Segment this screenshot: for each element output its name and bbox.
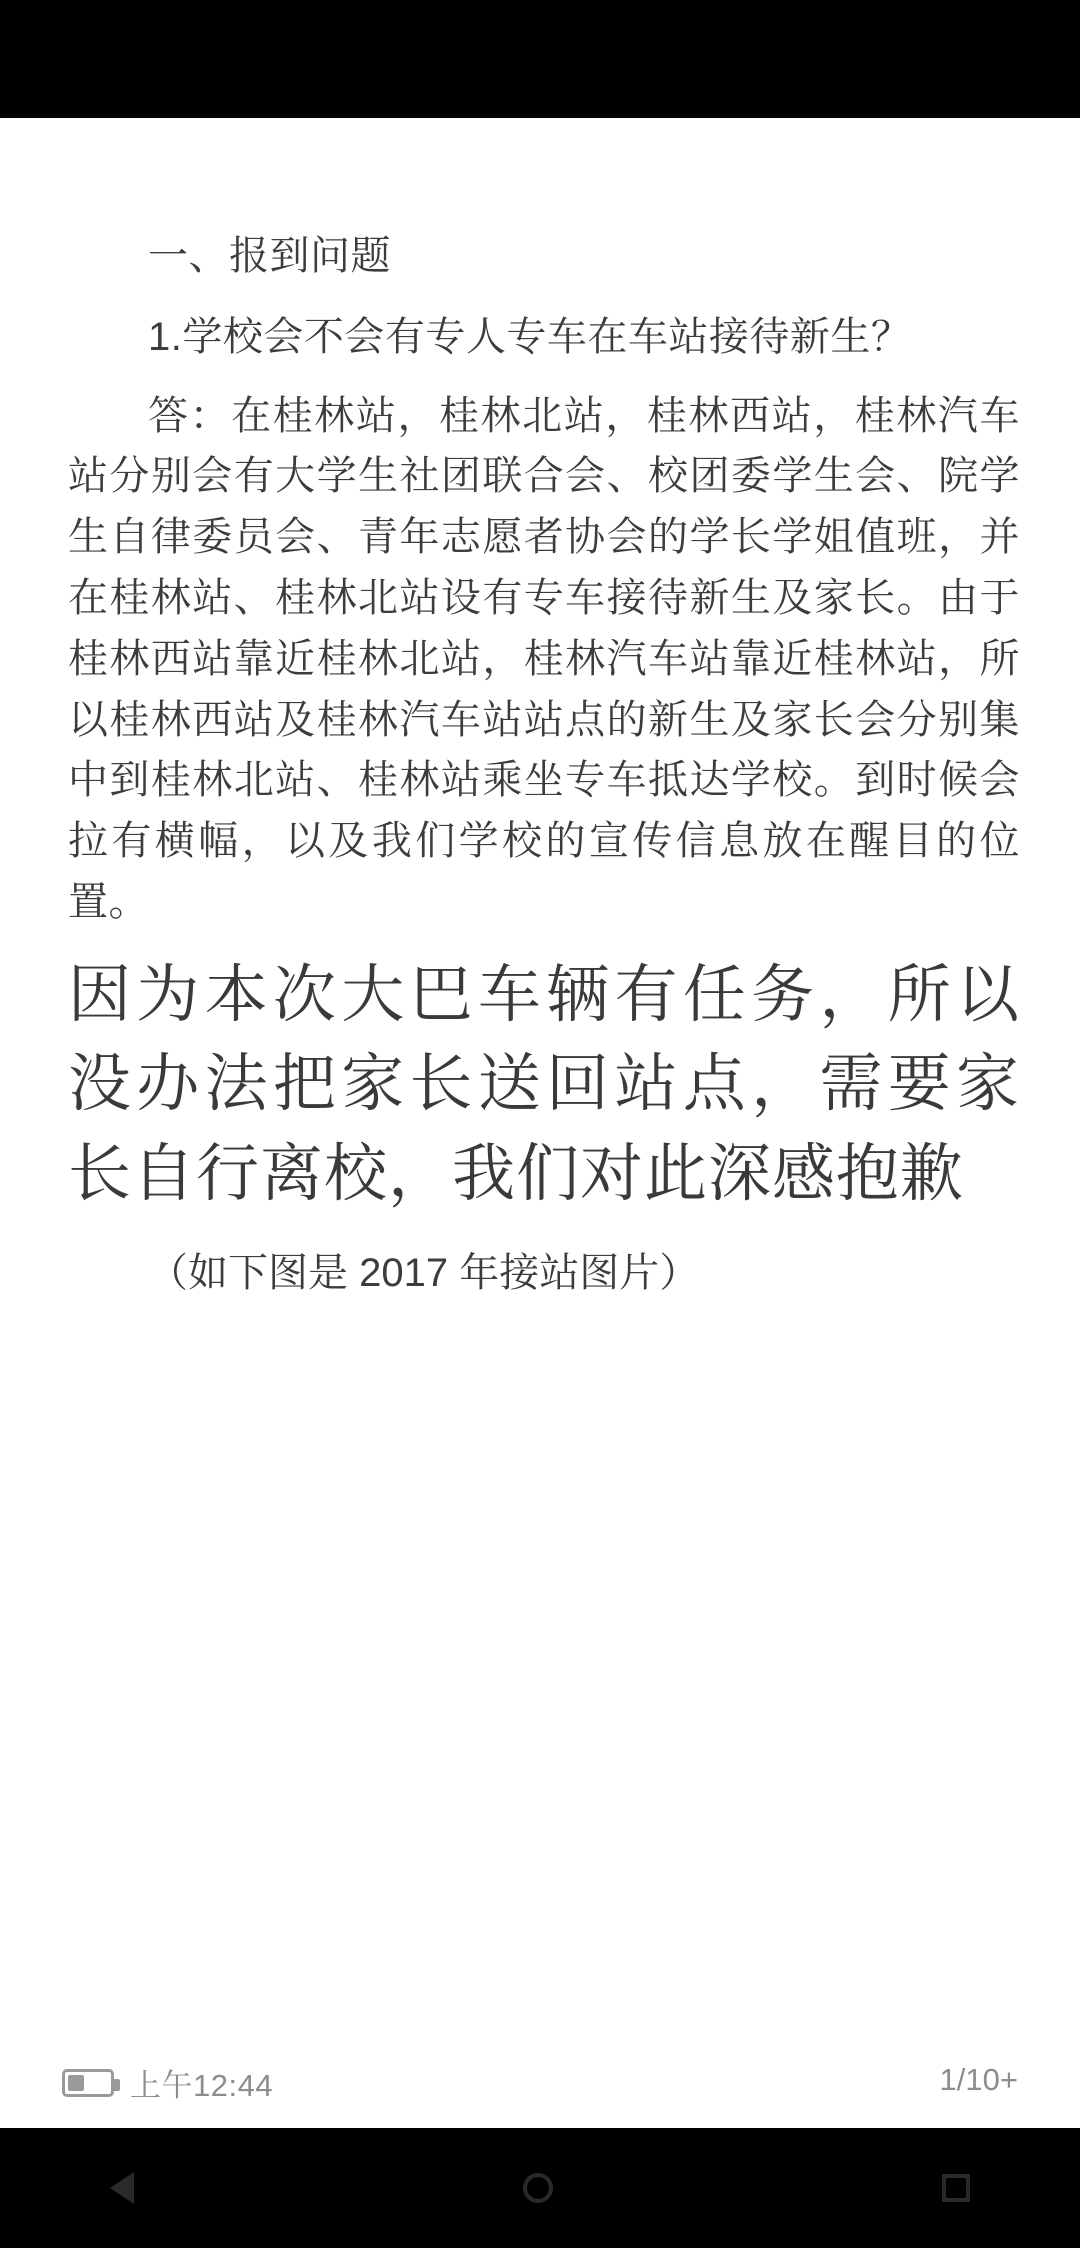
clock-label: 上午12:44: [130, 2068, 274, 2103]
answer-text: 答：在桂林站，桂林北站，桂林西站，桂林汽车站分别会有大学生社团联合会、校团委学生会、院学生自律委员会、青年志愿者协会的学长学姐值班，并在桂林站、桂林北站设有专车接待新生及家长。由于桂林西站靠近桂林北站，桂林汽车站靠近桂林站，所以桂林西站及桂林汽车站站点的新生及家长会分别集中到桂林北站、桂林站乘坐专车抵达学校。到时候会拉有横幅，以及我们学校的宣传信息放在醒目的位置。: [68, 393, 1020, 924]
battery-icon: [62, 2069, 114, 2097]
question-text: 1.学校会不会有专人专车在车站接待新生？: [148, 314, 912, 359]
reader-status-bar: [0, 2038, 1080, 2128]
status-bar-blank: [0, 0, 1080, 118]
section-heading: 一、报到问题: [148, 234, 391, 278]
image-caption: （如下图是 2017 年接站图片）: [148, 1251, 700, 1296]
system-navigation-bar: [0, 2128, 1080, 2248]
back-nav-icon[interactable]: [110, 2172, 134, 2204]
home-nav-icon[interactable]: [523, 2173, 553, 2203]
document-page[interactable]: [0, 118, 1080, 2128]
document-content: [68, 226, 1020, 1338]
emphasis-text: 因为本次大巴车辆有任务，所以没办法把家长送回站点，需要家长自行离校，我们对此深感抱歉: [68, 959, 1020, 1209]
page-indicator: 1/10+: [939, 2062, 1018, 2097]
reader-status-left: [62, 2060, 273, 2105]
recent-apps-icon[interactable]: [942, 2174, 970, 2202]
